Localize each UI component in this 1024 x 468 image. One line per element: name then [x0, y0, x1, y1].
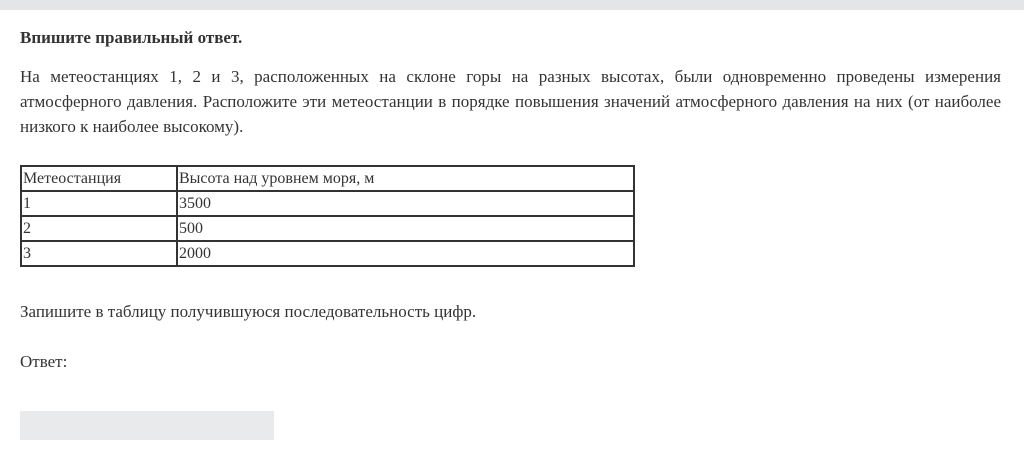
- stations-table: [20, 165, 635, 267]
- station-number: 1: [21, 191, 177, 216]
- task-instruction: Впишите правильный ответ.: [20, 28, 243, 47]
- task-question: На метеостанциях 1, 2 и 3, расположенных на склоне горы на разных высотах, были одновременно проведены измерения атмосферного давления. Расположите эти метеостанции в порядке повышения значений атмосферного давления на них (от наиболее низкого к наиболее высокому).: [20, 67, 1001, 136]
- table-row: [21, 191, 634, 216]
- station-altitude: 3500: [177, 191, 634, 216]
- table-row: [21, 216, 634, 241]
- station-number: 3: [21, 241, 177, 266]
- header-station: Метеостанция: [21, 166, 177, 191]
- station-altitude: 2000: [177, 241, 634, 266]
- task-note: Запишите в таблицу получившуюся последовательность цифр.: [20, 302, 477, 321]
- top-bar: [0, 0, 1024, 10]
- task-content: [20, 26, 1001, 139]
- table-row: [21, 241, 634, 266]
- station-number: 2: [21, 216, 177, 241]
- answer-label: Ответ:: [20, 352, 68, 371]
- answer-input[interactable]: [20, 411, 274, 440]
- station-altitude: 500: [177, 216, 634, 241]
- header-altitude: Высота над уровнем моря, м: [177, 166, 634, 191]
- table-header-row: [21, 166, 634, 191]
